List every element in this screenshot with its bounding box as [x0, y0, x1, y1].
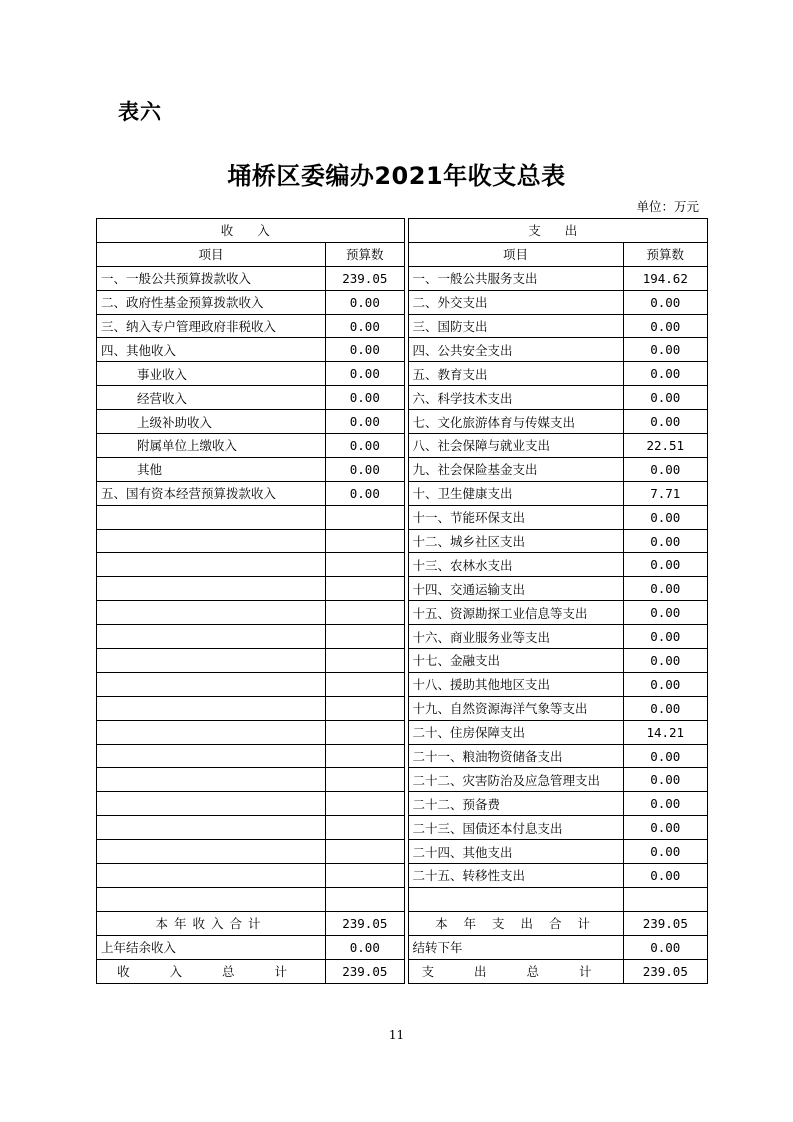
- expense-item: 十五、资源勘探工业信息等支出: [408, 601, 623, 625]
- expense-amount: 0.00: [623, 362, 707, 386]
- income-amount: 0.00: [326, 362, 404, 386]
- expense-item: 十九、自然资源海洋气象等支出: [408, 696, 623, 720]
- income-item: 四、其他收入: [97, 338, 326, 362]
- expense-item: 十三、农林水支出: [408, 553, 623, 577]
- table-row: [97, 840, 708, 864]
- expense-item: 三、国防支出: [408, 314, 623, 338]
- income-amount: 0.00: [326, 410, 404, 434]
- expense-item: 七、文化旅游体育与传媒支出: [408, 410, 623, 434]
- income-amount-header: 预算数: [326, 242, 404, 266]
- income-amount: [326, 505, 404, 529]
- table-row: [97, 887, 708, 911]
- expense-amount: 0.00: [623, 577, 707, 601]
- table-row: [97, 625, 708, 649]
- income-item: [97, 625, 326, 649]
- expense-item: 十四、交通运输支出: [408, 577, 623, 601]
- expense-item: 十八、援助其他地区支出: [408, 672, 623, 696]
- expense-item: 十二、城乡社区支出: [408, 529, 623, 553]
- expense-amount: 0.00: [623, 864, 707, 888]
- expense-amount: 0.00: [623, 696, 707, 720]
- expense-item: 十七、金融支出: [408, 649, 623, 673]
- income-item: [97, 601, 326, 625]
- table-row: [97, 266, 708, 290]
- expense-item: 二十二、灾害防治及应急管理支出: [408, 768, 623, 792]
- income-amount: 239.05: [326, 266, 404, 290]
- income-amount: [326, 625, 404, 649]
- page-number: 11: [388, 1028, 405, 1042]
- income-item: [97, 840, 326, 864]
- income-item: 附属单位上缴收入: [97, 434, 326, 458]
- income-amount: 0.00: [326, 481, 404, 505]
- expense-amount: 0.00: [623, 553, 707, 577]
- expense-amount: 0.00: [623, 386, 707, 410]
- prev-balance-label: 上年结余收入: [97, 935, 326, 959]
- expense-item: 八、社会保障与就业支出: [408, 434, 623, 458]
- expense-item: 二十、住房保障支出: [408, 720, 623, 744]
- table-row: [97, 601, 708, 625]
- table-row: [97, 577, 708, 601]
- table-row: [97, 792, 708, 816]
- income-amount: [326, 840, 404, 864]
- table-row: [97, 720, 708, 744]
- income-total-label: 收 入 总 计: [97, 959, 326, 983]
- expense-item: 五、教育支出: [408, 362, 623, 386]
- expense-amount: 0.00: [623, 768, 707, 792]
- income-item-header: 项目: [97, 242, 326, 266]
- table-row: [97, 696, 708, 720]
- expense-amount: 0.00: [623, 505, 707, 529]
- table-row: [97, 290, 708, 314]
- income-item: [97, 887, 326, 911]
- table-row: [97, 314, 708, 338]
- expense-amount: 0.00: [623, 457, 707, 481]
- income-item: 其他: [97, 457, 326, 481]
- year-expense-label: 本 年 支 出 合 计: [408, 911, 623, 935]
- expense-item: 二十一、粮油物资储备支出: [408, 744, 623, 768]
- income-amount: [326, 601, 404, 625]
- section-header-row: [97, 219, 708, 243]
- unit-note: 单位：万元: [636, 199, 699, 214]
- expense-amount: 0.00: [623, 290, 707, 314]
- income-amount: 0.00: [326, 386, 404, 410]
- expense-item: 四、公共安全支出: [408, 338, 623, 362]
- expense-total-amount: 239.05: [623, 959, 707, 983]
- table-row: [97, 386, 708, 410]
- income-item: 二、政府性基金预算拨款收入: [97, 290, 326, 314]
- income-amount: [326, 577, 404, 601]
- year-expense-amount: 239.05: [623, 911, 707, 935]
- year-income-label: 本年收入合计: [97, 911, 326, 935]
- expense-total-label: 支 出 总 计: [408, 959, 623, 983]
- table-row: [97, 434, 708, 458]
- table-row: [97, 744, 708, 768]
- expense-item: 九、社会保险基金支出: [408, 457, 623, 481]
- balance-row: [97, 935, 708, 959]
- prev-balance-amount: 0.00: [326, 935, 404, 959]
- income-amount: 0.00: [326, 290, 404, 314]
- income-item: [97, 696, 326, 720]
- income-header: 收 入: [97, 219, 405, 243]
- table-row: [97, 816, 708, 840]
- table-row: [97, 410, 708, 434]
- expense-amount: 0.00: [623, 314, 707, 338]
- expense-amount: 0.00: [623, 529, 707, 553]
- income-amount: [326, 744, 404, 768]
- expense-amount-header: 预算数: [623, 242, 707, 266]
- income-item: [97, 505, 326, 529]
- expense-amount: 0.00: [623, 792, 707, 816]
- income-item: 事业收入: [97, 362, 326, 386]
- income-item: [97, 864, 326, 888]
- expense-amount: 7.71: [623, 481, 707, 505]
- income-amount: 0.00: [326, 434, 404, 458]
- table-row: [97, 457, 708, 481]
- expense-amount: 0.00: [623, 410, 707, 434]
- income-amount: [326, 720, 404, 744]
- column-header-row: [97, 242, 708, 266]
- income-amount: [326, 672, 404, 696]
- expense-item-header: 项目: [408, 242, 623, 266]
- expense-amount: 0.00: [623, 601, 707, 625]
- budget-table: [96, 218, 708, 984]
- income-amount: [326, 792, 404, 816]
- table-row: [97, 768, 708, 792]
- grand-total-row: [97, 959, 708, 983]
- income-item: [97, 649, 326, 673]
- income-amount: [326, 816, 404, 840]
- expense-amount: 0.00: [623, 649, 707, 673]
- expense-item: 一、一般公共服务支出: [408, 266, 623, 290]
- table-row: [97, 529, 708, 553]
- income-item: [97, 553, 326, 577]
- expense-item: 二十五、转移性支出: [408, 864, 623, 888]
- expense-amount: 14.21: [623, 720, 707, 744]
- income-total-amount: 239.05: [326, 959, 404, 983]
- income-amount: [326, 649, 404, 673]
- income-amount: 0.00: [326, 457, 404, 481]
- income-item: [97, 816, 326, 840]
- table-row: [97, 864, 708, 888]
- table-row: [97, 338, 708, 362]
- income-amount: [326, 768, 404, 792]
- expense-amount: 0.00: [623, 338, 707, 362]
- expense-amount: 0.00: [623, 840, 707, 864]
- table-row: [97, 649, 708, 673]
- table-row: [97, 362, 708, 386]
- expense-amount: 194.62: [623, 266, 707, 290]
- income-amount: 0.00: [326, 314, 404, 338]
- expense-item: 二十四、其他支出: [408, 840, 623, 864]
- expense-item: 二、外交支出: [408, 290, 623, 314]
- expense-item: 十、卫生健康支出: [408, 481, 623, 505]
- carry-forward-amount: 0.00: [623, 935, 707, 959]
- income-item: [97, 577, 326, 601]
- income-item: [97, 720, 326, 744]
- income-item: [97, 744, 326, 768]
- year-total-row: [97, 911, 708, 935]
- income-amount: [326, 553, 404, 577]
- expense-item: 二十三、国债还本付息支出: [408, 816, 623, 840]
- table-row: [97, 672, 708, 696]
- income-item: 一、一般公共预算拨款收入: [97, 266, 326, 290]
- table-row: [97, 553, 708, 577]
- income-item: 五、国有资本经营预算拨款收入: [97, 481, 326, 505]
- table-row: [97, 481, 708, 505]
- income-amount: [326, 529, 404, 553]
- expense-amount: 0.00: [623, 672, 707, 696]
- doc-label: 表六: [118, 100, 162, 124]
- year-income-amount: 239.05: [326, 911, 404, 935]
- expense-item: 十一、节能环保支出: [408, 505, 623, 529]
- table-body: [97, 266, 708, 911]
- expense-amount: [623, 887, 707, 911]
- expense-item: 二十二、预备费: [408, 792, 623, 816]
- expense-amount: 22.51: [623, 434, 707, 458]
- expense-header: 支 出: [408, 219, 707, 243]
- income-item: [97, 672, 326, 696]
- table-row: [97, 505, 708, 529]
- income-amount: [326, 887, 404, 911]
- income-item: 上级补助收入: [97, 410, 326, 434]
- income-amount: 0.00: [326, 338, 404, 362]
- income-amount: [326, 864, 404, 888]
- expense-item: [408, 887, 623, 911]
- expense-item: 六、科学技术支出: [408, 386, 623, 410]
- expense-amount: 0.00: [623, 625, 707, 649]
- carry-forward-label: 结转下年: [408, 935, 623, 959]
- expense-item: 十六、商业服务业等支出: [408, 625, 623, 649]
- expense-amount: 0.00: [623, 744, 707, 768]
- expense-amount: 0.00: [623, 816, 707, 840]
- income-item: [97, 768, 326, 792]
- income-item: 经营收入: [97, 386, 326, 410]
- income-item: [97, 792, 326, 816]
- page-title: 埇桥区委编办2021年收支总表: [227, 162, 566, 190]
- income-amount: [326, 696, 404, 720]
- income-item: [97, 529, 326, 553]
- income-item: 三、纳入专户管理政府非税收入: [97, 314, 326, 338]
